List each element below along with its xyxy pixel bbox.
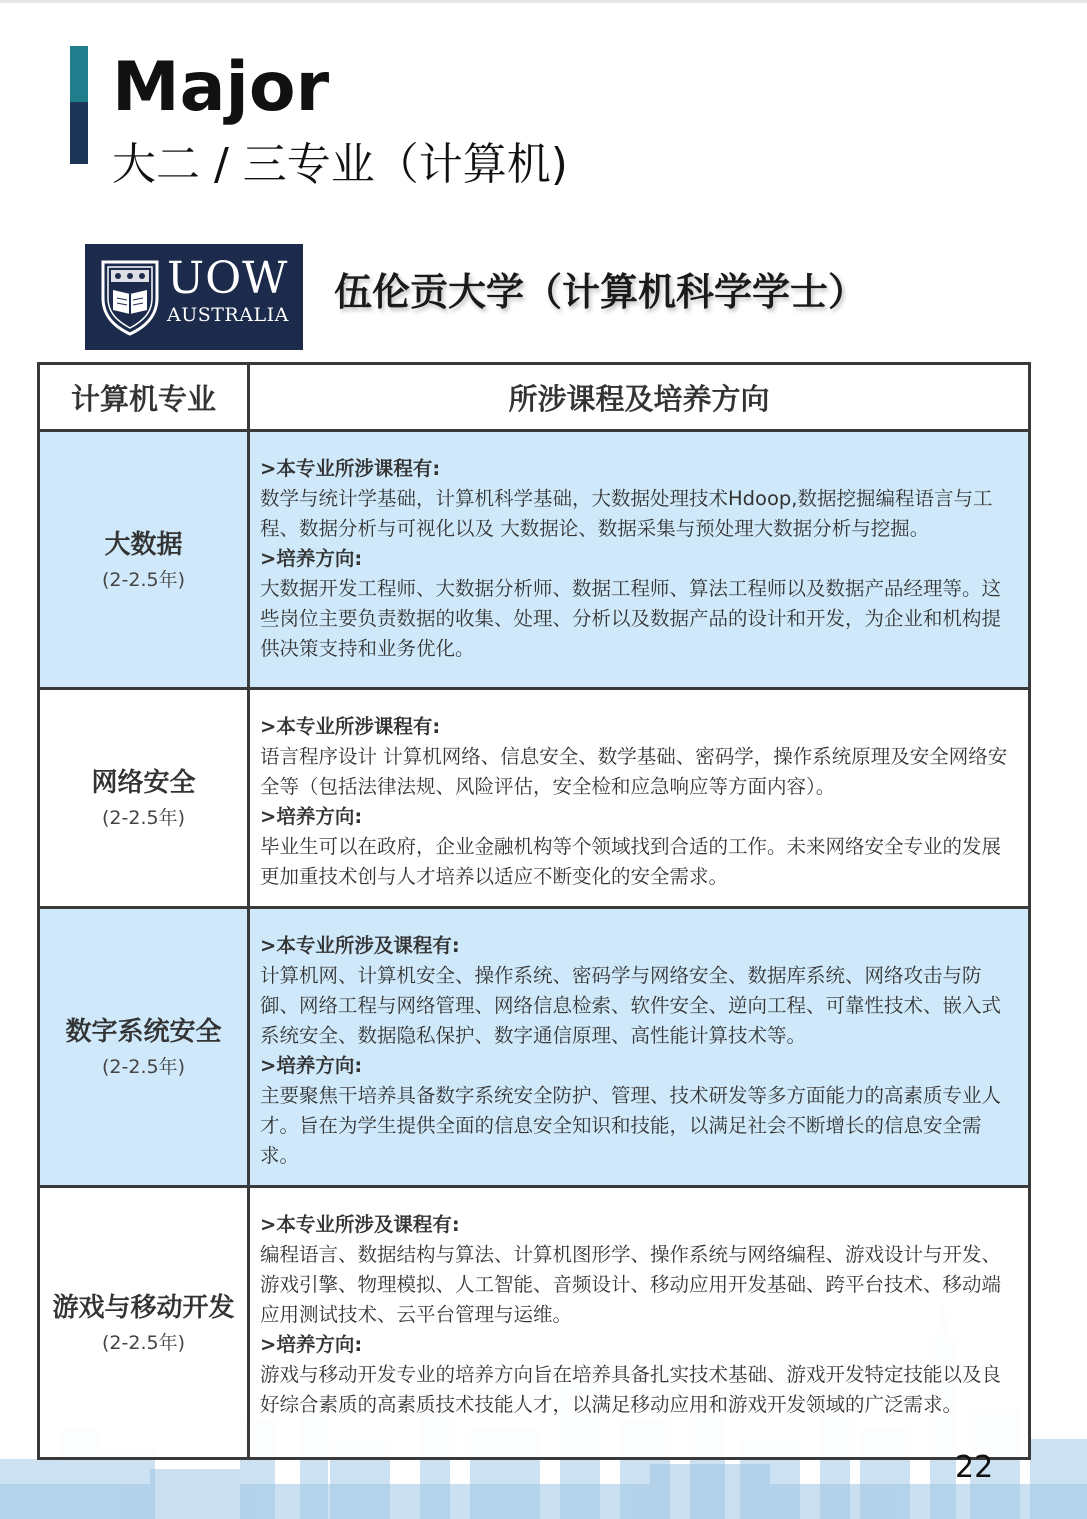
- major-years: (2-2.5年): [102, 1056, 185, 1078]
- detail-cell: [249, 431, 1030, 689]
- page-number: 22: [955, 1450, 994, 1485]
- table-header-row: [39, 364, 1030, 431]
- major-cell: [39, 1187, 249, 1459]
- heading-accent-bar: [70, 46, 88, 164]
- courses-label: >本专业所涉及课程有:: [260, 1213, 460, 1236]
- direction-text: 大数据开发工程师、大数据分析师、数据工程师、算法工程师以及数据产品经理等。这些岗位主要负责数据的收集、处理、分析以及数据产品的设计和开发，为企业和机构提供决策支持和业务优化。: [260, 577, 1002, 660]
- crest-icon: [99, 258, 161, 336]
- direction-text: 主要聚焦干培养具备数字系统安全防护、管理、技术研发等多方面能力的高素质专业人才。旨在为学生提供全面的信息安全知识和技能，以满足社会不断增长的信息安全需求。: [260, 1084, 1002, 1167]
- major-name: 游戏与移动开发: [52, 1292, 235, 1323]
- major-years: (2-2.5年): [102, 568, 185, 591]
- courses-label: >本专业所涉及课程有:: [260, 934, 460, 957]
- uow-logo: [85, 244, 303, 350]
- courses-text: 计算机网、计算机安全、操作系统、密码学与网络安全、数据库系统、网络攻击与防御、网络工程与网络管理、网络信息检索、软件安全、逆向工程、可靠性技术、嵌入式系统安全、数据隐私保护、数字通信原理、高性能计算技术等。: [260, 964, 1002, 1047]
- table-row: [39, 908, 1030, 1187]
- course-table: [37, 362, 1031, 1460]
- major-name: 大数据: [104, 529, 183, 560]
- major-years: (2-2.5年): [102, 1331, 185, 1354]
- table-row: [39, 689, 1030, 908]
- direction-text: 游戏与移动开发专业的培养方向旨在培养具备扎实技术基础、游戏开发特定技能以及良好综合素质的高素质技术技能人才，以满足移动应用和游戏开发领域的广泛需求。: [260, 1363, 1002, 1416]
- major-cell: [39, 431, 249, 689]
- courses-label: >本专业所涉课程有:: [260, 715, 441, 738]
- major-cell: [39, 689, 249, 908]
- major-name: 数字系统安全: [65, 1017, 222, 1047]
- direction-label: >培养方向:: [260, 1054, 363, 1077]
- courses-label: >本专业所涉课程有:: [260, 457, 441, 480]
- direction-label: >培养方向:: [260, 805, 363, 828]
- detail-cell: [249, 689, 1030, 908]
- courses-text: 编程语言、数据结构与算法、计算机图形学、操作系统与网络编程、游戏设计与开发、游戏引擎、物理模拟、人工智能、音频设计、移动应用开发基础、跨平台技术、移动端应用测试技术、云平台管理与运维。: [260, 1243, 1002, 1326]
- major-cell: [39, 908, 249, 1187]
- direction-text: 毕业生可以在政府，企业金融机构等个领域找到合适的工作。未来网络安全专业的发展更加重技术创与人才培养以适应不断变化的安全需求。: [260, 835, 1002, 888]
- detail-cell: [249, 1187, 1030, 1459]
- major-name: 网络安全: [91, 768, 196, 798]
- university-name: 伍伦贡大学（计算机科学学士）: [334, 270, 867, 314]
- table-row: [39, 1187, 1030, 1459]
- courses-text: 数学与统计学基础，计算机科学基础，大数据处理技术Hdoop,数据挖掘编程语言与工程、数据分析与可视化以及 大数据论、数据采集与预处理大数据分析与挖掘。: [260, 487, 993, 540]
- logo-text-sub: AUSTRALIA: [167, 304, 289, 326]
- top-rule: [0, 0, 1087, 3]
- direction-label: >培养方向:: [260, 547, 363, 570]
- courses-text: 语言程序设计 计算机网络、信息安全、数学基础、密码学，操作系统原理及安全网络安全等（包括法律法规、风险评估，安全检和应急响应等方面内容）。: [260, 745, 1008, 798]
- page-title: Major: [112, 48, 330, 127]
- header-major: 计算机专业: [39, 364, 249, 431]
- header-courses-direction: 所涉课程及培养方向: [249, 364, 1030, 431]
- page-subtitle: 大二 / 三专业（计算机): [112, 139, 568, 190]
- logo-text-main: UOW: [167, 253, 289, 304]
- direction-label: >培养方向:: [260, 1333, 363, 1356]
- table-row: [39, 431, 1030, 689]
- major-years: (2-2.5年): [102, 807, 185, 829]
- detail-cell: [249, 908, 1030, 1187]
